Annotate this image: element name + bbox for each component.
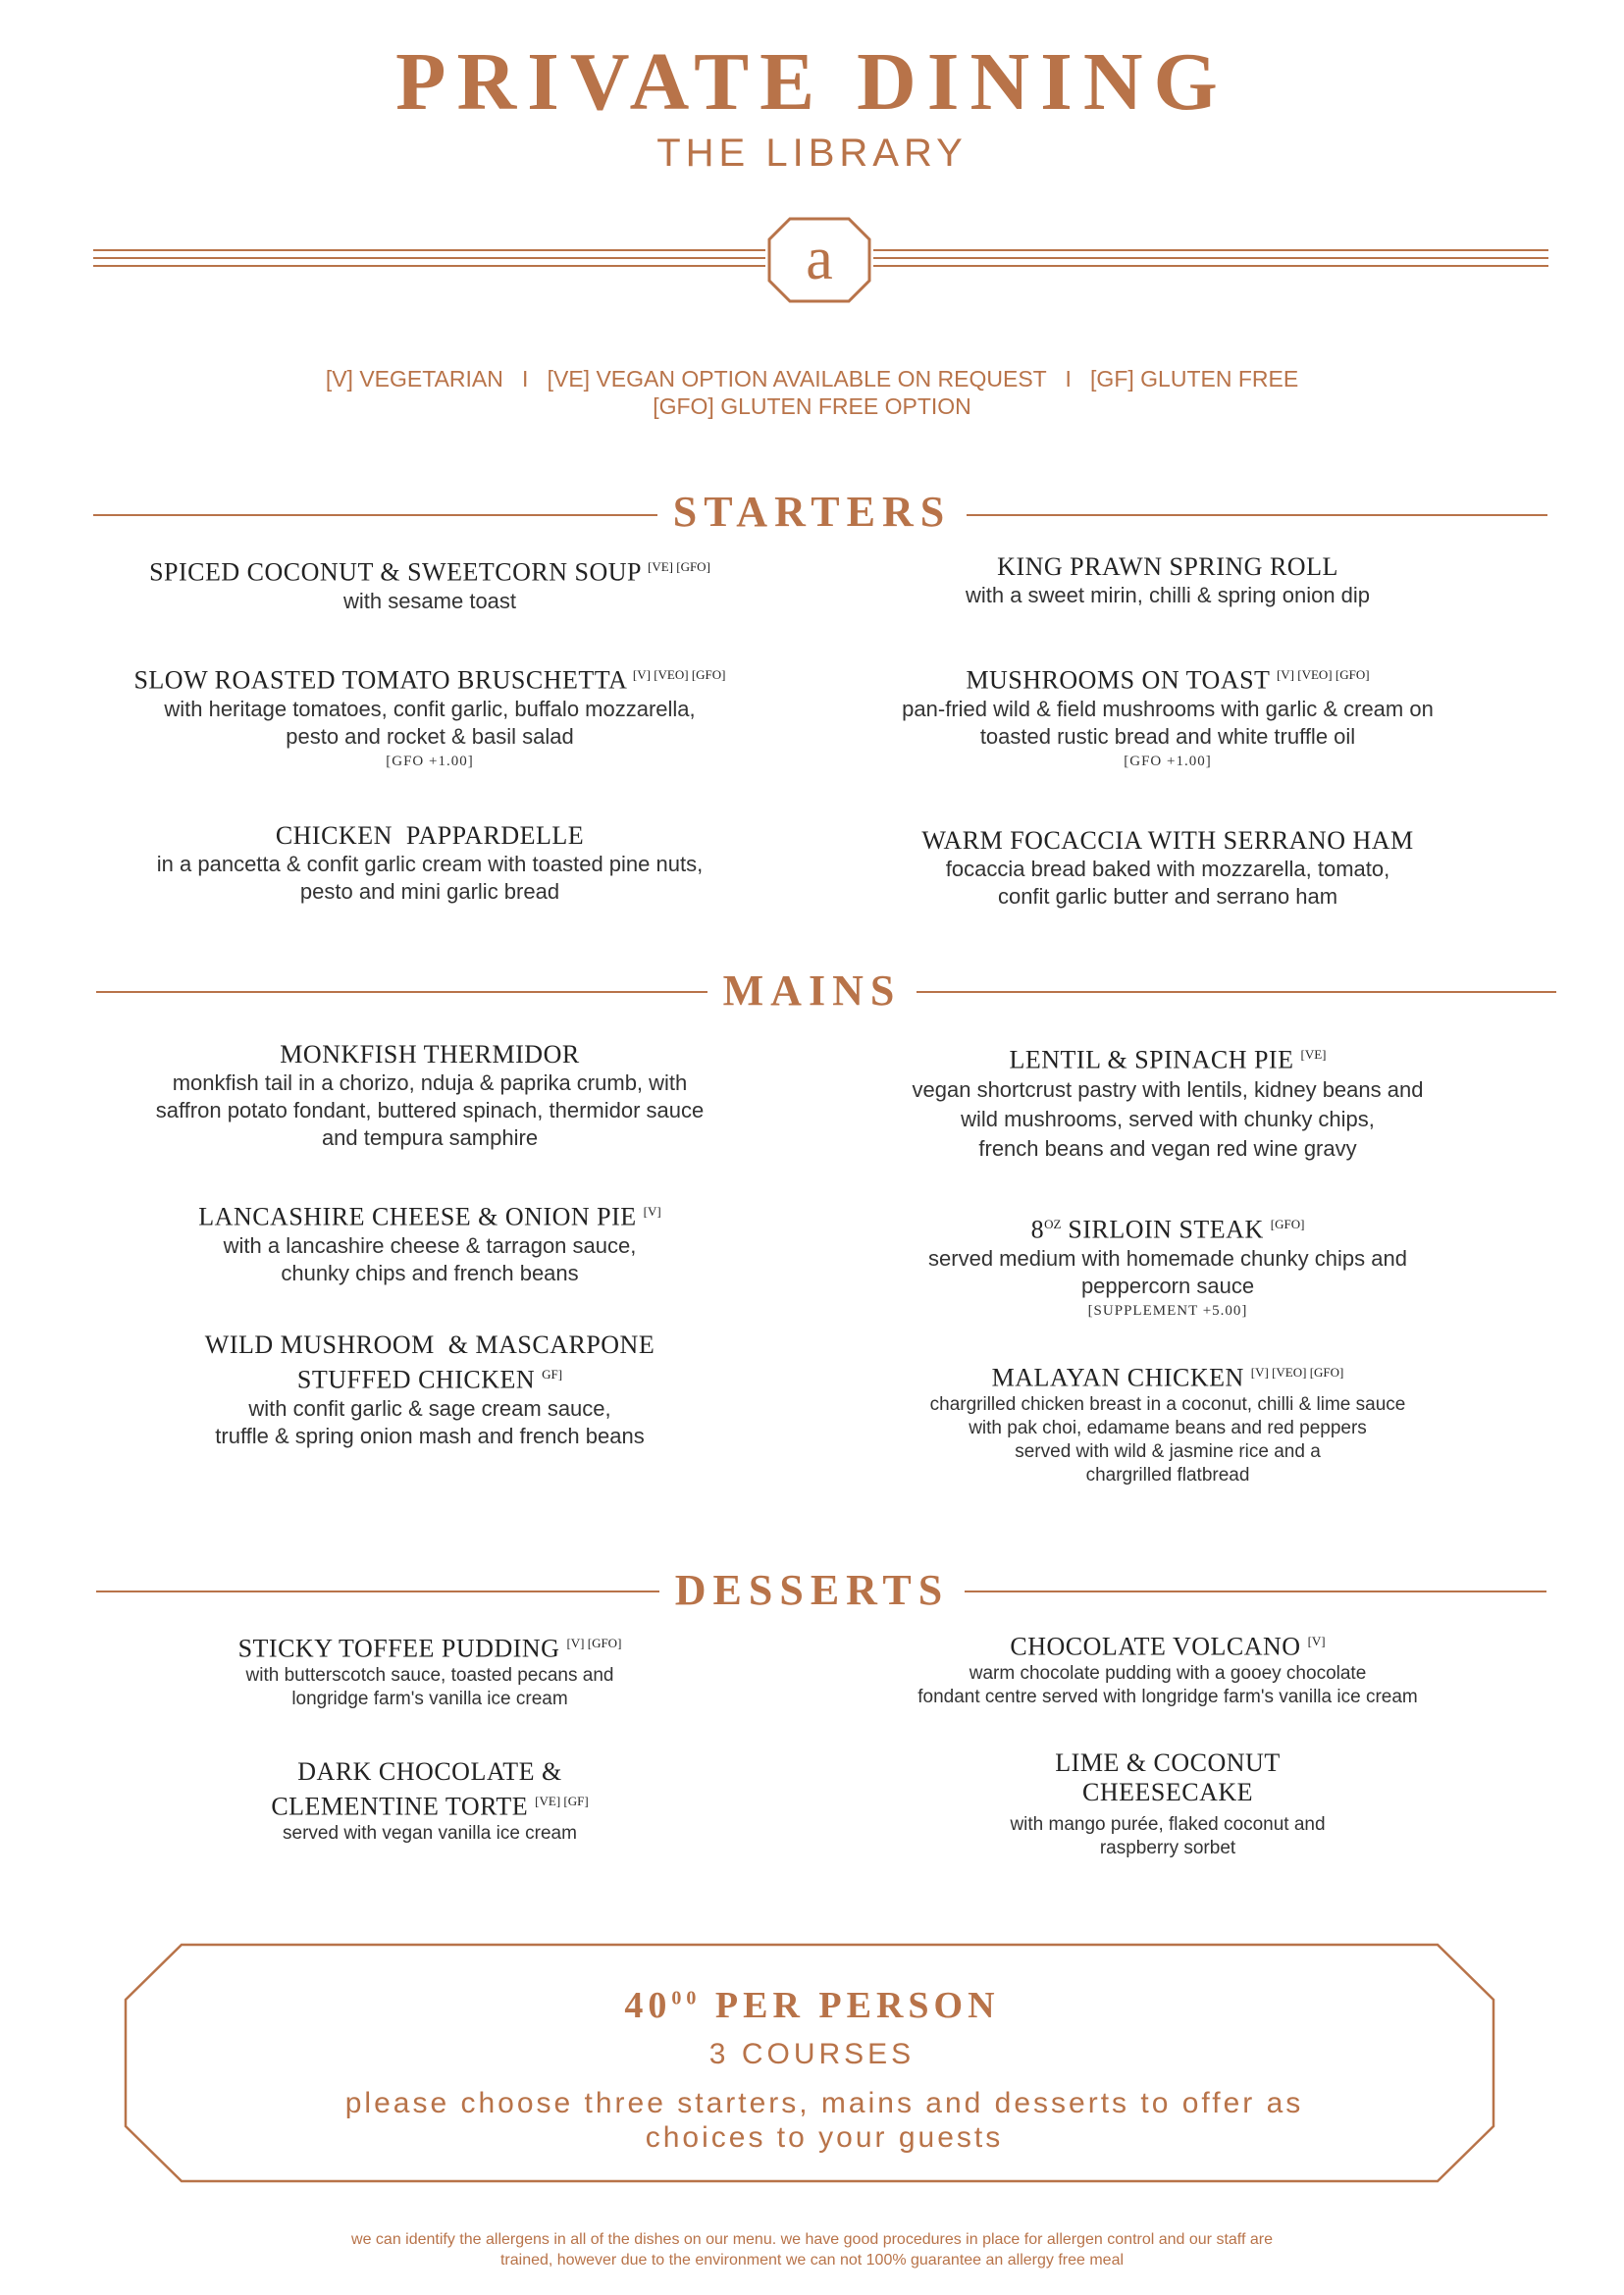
dish-tags: [VE] [GF] bbox=[535, 1794, 589, 1808]
dish-tags: [V] bbox=[1307, 1634, 1326, 1648]
dish-description: saffron potato fondant, buttered spinach, thermidor sauce bbox=[155, 1098, 705, 1122]
dish-warm-focaccia bbox=[814, 826, 1521, 911]
dish-name: CHICKEN PAPPARDELLE bbox=[275, 821, 585, 850]
dish-description: vegan shortcrust pastry with lentils, kidney beans and bbox=[912, 1076, 1424, 1102]
dish-description: french beans and vegan red wine gravy bbox=[978, 1135, 1357, 1161]
dish-description: confit garlic butter and serrano ham bbox=[997, 884, 1338, 909]
dish-description: and tempura samphire bbox=[321, 1125, 539, 1150]
dish-description: fondant centre served with longridge farm's vanilla ice cream bbox=[917, 1686, 1418, 1707]
dish-description: chunky chips and french beans bbox=[281, 1260, 579, 1285]
dish-description: monkfish tail in a chorizo, nduja & paprika crumb, with bbox=[172, 1070, 688, 1095]
dish-name: SIRLOIN STEAK bbox=[1061, 1215, 1264, 1244]
dish-description: with a lancashire cheese & tarragon sauce, bbox=[223, 1232, 637, 1258]
dish-description: with heritage tomatoes, confit garlic, buffalo mozzarella, bbox=[164, 696, 696, 721]
dish-description: served with wild & jasmine rice and a bbox=[1015, 1440, 1321, 1462]
dish-description: with confit garlic & sage cream sauce, bbox=[248, 1395, 611, 1421]
dish-malayan-chicken bbox=[814, 1358, 1521, 1487]
dish-name: CHOCOLATE VOLCANO bbox=[1010, 1632, 1301, 1661]
dish-description: raspberry sorbet bbox=[1099, 1838, 1236, 1858]
price-per-person: $40^{00}$ PER PERSON bbox=[624, 1985, 1000, 2026]
dish-name: MUSHROOMS ON TOAST bbox=[966, 665, 1270, 695]
dish-name-sup: OZ bbox=[1044, 1217, 1062, 1231]
dish-description: in a pancetta & confit garlic cream with toasted pine nuts, bbox=[156, 852, 704, 876]
dish-lime-coconut-cheesecake bbox=[814, 1748, 1521, 1860]
logo-icon bbox=[765, 216, 873, 304]
dish-name: MALAYAN CHICKEN bbox=[991, 1363, 1244, 1392]
dish-name: SLOW ROASTED TOMATO BRUSCHETTA bbox=[133, 665, 626, 695]
dish-tags: [VE] bbox=[1300, 1047, 1327, 1062]
dish-tags: [V] [VEO] [GFO] bbox=[1276, 667, 1370, 682]
dish-name: LIME & COCONUT bbox=[1055, 1748, 1281, 1777]
dish-tags: [VE] [GFO] bbox=[648, 559, 710, 574]
dish-description: wild mushrooms, served with chunky chips, bbox=[961, 1106, 1375, 1131]
dish-tags: [V] [GFO] bbox=[566, 1636, 622, 1650]
header-divider-left-mid bbox=[93, 257, 765, 259]
dish-chicken-pappardelle bbox=[77, 821, 783, 906]
dish-description: served with vegan vanilla ice cream bbox=[283, 1822, 577, 1844]
dish-monkfish-thermidor bbox=[77, 1040, 783, 1152]
dish-clementine-torte bbox=[77, 1757, 783, 1846]
dish-sirloin-steak bbox=[814, 1210, 1521, 1322]
dish-name: CHEESECAKE bbox=[1082, 1778, 1253, 1806]
dish-name: WILD MUSHROOM & MASCARPONE bbox=[204, 1330, 655, 1359]
dish-description: with pak choi, edamame beans and red peppers bbox=[969, 1417, 1367, 1438]
header-divider-left-bot bbox=[93, 265, 765, 267]
dish-name: WARM FOCACCIA WITH SERRANO HAM bbox=[921, 826, 1414, 855]
dish-note: [GFO +1.00] bbox=[386, 753, 474, 769]
dish-tags: [V] [VEO] [GFO] bbox=[632, 667, 726, 682]
choose-instructions: please choose three starters, mains and desserts to offer as choices to your guests bbox=[344, 2087, 1304, 2154]
dish-name: DARK CHOCOLATE & bbox=[297, 1757, 562, 1786]
header-divider-left-top bbox=[93, 249, 765, 251]
dish-description: longridge farm's vanilla ice cream bbox=[291, 1688, 568, 1709]
dish-description: with sesame toast bbox=[342, 588, 517, 613]
dish-name: STUFFED CHICKEN bbox=[296, 1365, 536, 1394]
dish-king-prawn-spring-roll bbox=[814, 552, 1521, 609]
dish-note: [GFO +1.00] bbox=[1124, 753, 1212, 769]
dish-note: [SUPPLEMENT +5.00] bbox=[1087, 1302, 1248, 1319]
dish-description: pesto and mini garlic bread bbox=[299, 879, 560, 904]
dish-name: LANCASHIRE CHEESE & ONION PIE bbox=[198, 1202, 637, 1231]
dish-description: focaccia bread baked with mozzarella, tomato, bbox=[945, 857, 1390, 881]
dish-name: KING PRAWN SPRING ROLL bbox=[997, 552, 1338, 581]
courses-count: 3 COURSES bbox=[708, 2038, 916, 2070]
dish-tags: [GFO] bbox=[1270, 1217, 1305, 1231]
dish-name: CLEMENTINE TORTE bbox=[271, 1792, 529, 1821]
dish-lentil-spinach-pie bbox=[814, 1040, 1521, 1164]
page-subtitle: THE LIBRARY bbox=[656, 131, 968, 175]
header-divider-right-top bbox=[873, 249, 1548, 251]
allergen-disclaimer: we can identify the allergens in all of the dishes on our menu. we have good procedures in place for allergen control and our staff are trained, however due to the environment we can not 100% guarantee an allergy free meal bbox=[351, 2231, 1273, 2269]
dish-name: SPICED COCONUT & SWEETCORN SOUP bbox=[149, 557, 641, 587]
dish-description: chargrilled flatbread bbox=[1085, 1464, 1250, 1486]
dish-description: toasted rustic bread and white truffle oil bbox=[979, 723, 1356, 749]
dish-description: truffle & spring onion mash and french beans bbox=[215, 1423, 645, 1448]
dish-lancashire-pie bbox=[77, 1197, 783, 1287]
dish-name: STICKY TOFFEE PUDDING bbox=[237, 1634, 560, 1663]
dish-description: pan-fried wild & field mushrooms with garlic & cream on bbox=[902, 696, 1434, 721]
section-title-starters: STARTERS bbox=[0, 491, 1624, 534]
section-title-mains: MAINS bbox=[0, 969, 1624, 1013]
header-divider-right-bot bbox=[873, 265, 1548, 267]
legend-line-1: [V] VEGETARIAN I [VE] VEGAN OPTION AVAILABLE ON REQUEST I [GF] GLUTEN FREE bbox=[325, 366, 1299, 391]
section-title-desserts: DESSERTS bbox=[0, 1569, 1624, 1612]
dish-name: MONKFISH THERMIDOR bbox=[280, 1040, 580, 1069]
dish-name: LENTIL & SPINACH PIE bbox=[1009, 1045, 1294, 1074]
svg-text:a: a bbox=[806, 226, 833, 292]
dietary-legend bbox=[0, 365, 1624, 420]
dish-description: peppercorn sauce bbox=[1080, 1273, 1255, 1298]
dish-sticky-toffee-pudding bbox=[77, 1629, 783, 1711]
dish-tags: [V] bbox=[643, 1204, 661, 1219]
dish-description: chargrilled chicken breast in a coconut, chilli & lime sauce bbox=[929, 1393, 1406, 1415]
dish-description: with a sweet mirin, chilli & spring onion dip bbox=[965, 583, 1371, 607]
dish-spiced-coconut-soup bbox=[77, 552, 783, 615]
page-title: PRIVATE DINING bbox=[395, 36, 1229, 128]
dish-tags: [V] [VEO] [GFO] bbox=[1250, 1365, 1344, 1380]
header-divider-right-mid bbox=[873, 257, 1548, 259]
dish-tomato-bruschetta bbox=[77, 660, 783, 772]
dish-name-prefix: 8 bbox=[1030, 1215, 1045, 1244]
dish-description: pesto and rocket & basil salad bbox=[286, 723, 574, 749]
dish-description: warm chocolate pudding with a gooey chocolate bbox=[969, 1662, 1367, 1684]
dish-stuffed-chicken bbox=[77, 1330, 783, 1450]
dish-chocolate-volcano bbox=[814, 1627, 1521, 1709]
dish-tags: GF] bbox=[542, 1367, 563, 1382]
dish-description: with mango purée, flaked coconut and bbox=[1010, 1814, 1326, 1835]
dish-mushrooms-on-toast bbox=[814, 660, 1521, 772]
dish-description: with butterscotch sauce, toasted pecans and bbox=[245, 1664, 614, 1686]
legend-line-2: [GFO] GLUTEN FREE OPTION bbox=[653, 393, 971, 419]
dish-description: served medium with homemade chunky chips and bbox=[928, 1245, 1407, 1271]
